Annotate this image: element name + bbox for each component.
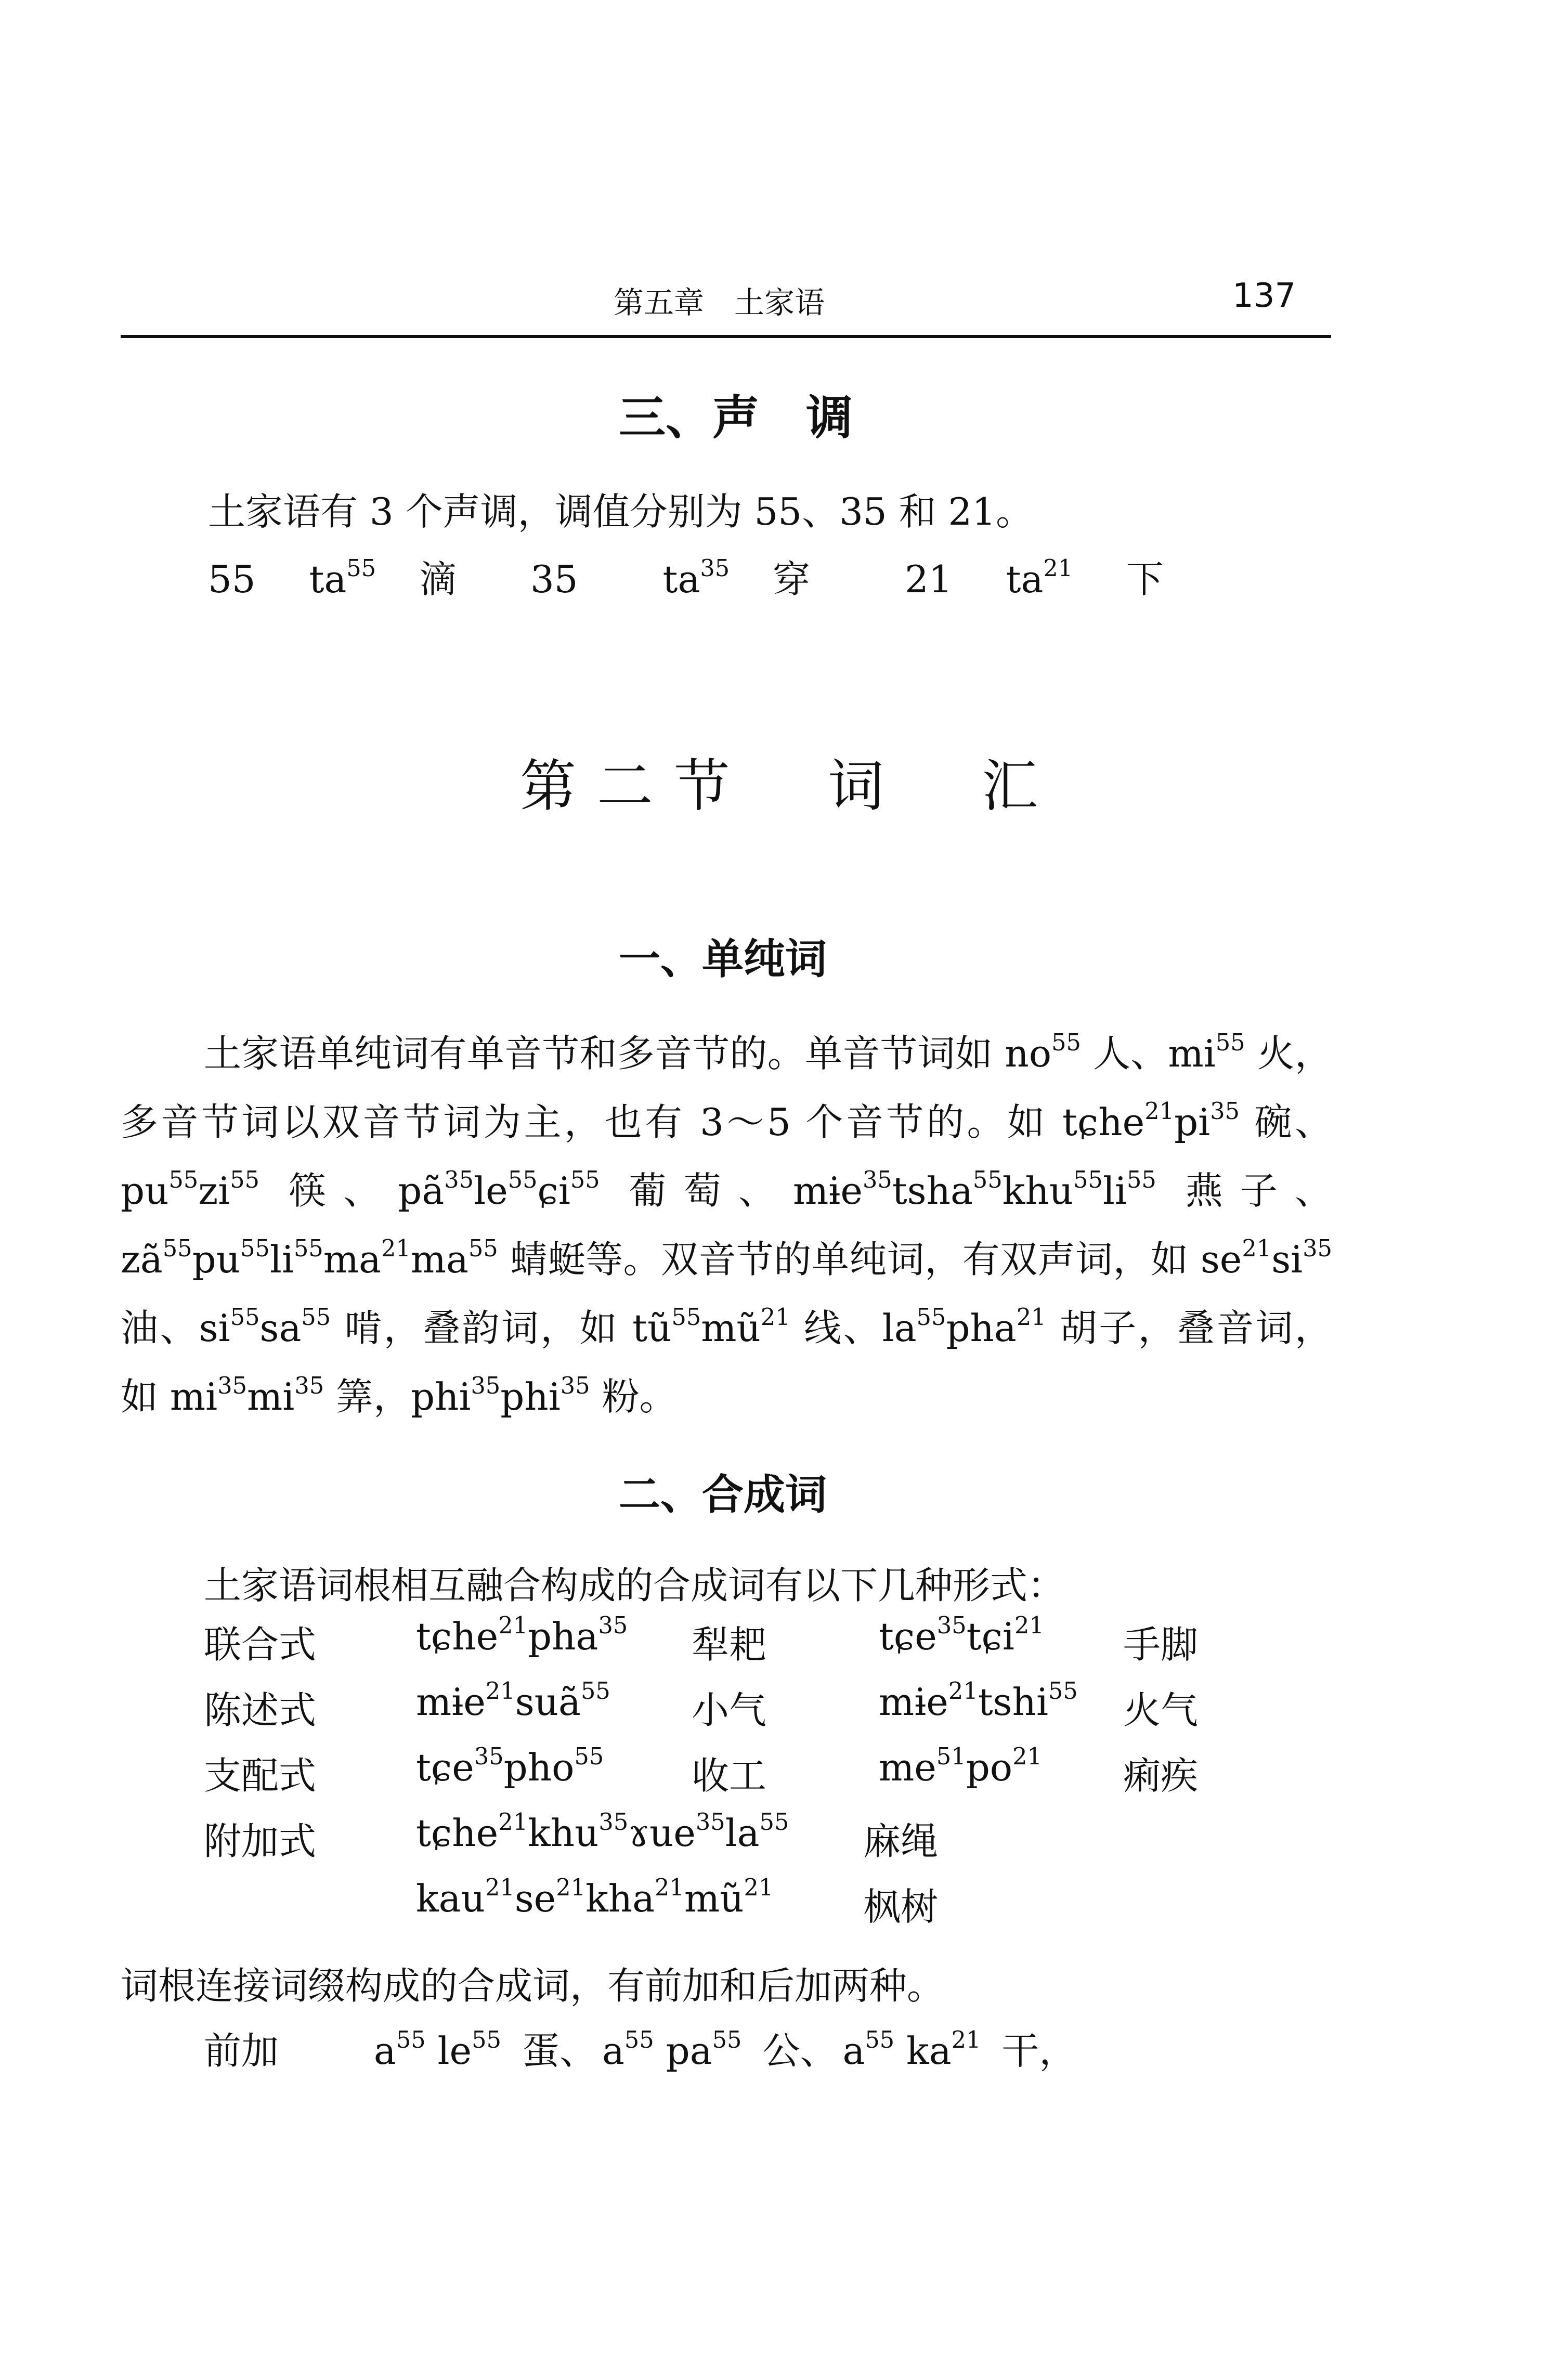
tone-value: 21 <box>905 557 953 601</box>
text-run: 蜻蜓等。双音节的单纯词，有双声词，如 se <box>498 1238 1242 1281</box>
tone-sup: 35 <box>560 1372 590 1399</box>
syllable: a <box>842 2029 865 2073</box>
syllable: a <box>373 2029 396 2073</box>
tone-sup: 55 <box>162 1234 192 1262</box>
compound-type: 联合式 <box>204 1623 317 1667</box>
simple-words-text <box>121 1019 1332 1431</box>
syllable: la <box>725 1811 760 1855</box>
text-run: mũ <box>701 1306 761 1350</box>
tone-sup: 35 <box>474 1742 504 1770</box>
tone-sup: 21 <box>1144 1097 1175 1125</box>
tone-example-3 <box>905 546 1164 613</box>
tone-gloss: 滴 <box>419 557 457 601</box>
page-number: 137 <box>1232 277 1296 315</box>
compound-gloss-1: 收工 <box>692 1754 767 1798</box>
tone-sup: 55 <box>1215 1029 1245 1056</box>
tone-sup: 35 <box>1303 1234 1332 1262</box>
tone-sup: 21 <box>498 1611 528 1639</box>
syllable: ɤue <box>628 1811 696 1855</box>
prefix-item <box>373 2026 597 2073</box>
text-run: 燕子、zã <box>121 1169 1332 1281</box>
tone-sup: 55 <box>574 1742 604 1770</box>
prefix-label: 前加 <box>204 2029 279 2073</box>
tone-sup: 55 <box>1073 1166 1103 1193</box>
tone-sup: 21 <box>1242 1234 1272 1262</box>
tone-sup: 21 <box>1014 1611 1044 1639</box>
tone-value: 55 <box>208 557 256 601</box>
compound-gloss-1: 犁耙 <box>692 1623 767 1667</box>
compound-gloss-2: 火气 <box>1123 1688 1199 1732</box>
tone-sup: 21 <box>1043 554 1073 582</box>
tone-example-1 <box>208 546 457 613</box>
tone-sup: 55 <box>916 1303 946 1331</box>
tone-sup: 35 <box>444 1166 474 1193</box>
phonetic-word <box>879 1742 1042 1789</box>
tone-sup: 55 <box>972 1166 1003 1193</box>
text-run: pu <box>192 1238 241 1281</box>
text-run: li <box>1102 1169 1127 1213</box>
tone-sup: 35 <box>598 1808 629 1836</box>
tone-sup: 21 <box>498 1808 528 1836</box>
compound-type: 附加式 <box>204 1819 317 1863</box>
text-run: ɕi <box>537 1169 570 1213</box>
compound-word-2 <box>879 1742 1042 1789</box>
tone-sup: 35 <box>936 1611 967 1639</box>
tone-sup: 35 <box>294 1372 324 1399</box>
tone-sup: 51 <box>936 1742 966 1770</box>
prefix-item <box>842 2026 1077 2073</box>
header-rule <box>121 335 1331 338</box>
compound-word-2 <box>879 1611 1044 1658</box>
phonetic-word <box>416 1808 789 1855</box>
tone-sup: 55 <box>1051 1029 1081 1056</box>
compound-word-1 <box>416 1874 774 1920</box>
tone-sup: 21 <box>744 1874 774 1901</box>
tone-sup: 55 <box>230 1303 260 1331</box>
phonetic-word <box>879 1677 1078 1724</box>
tone-example-2 <box>530 546 810 613</box>
text-run: ma <box>323 1238 381 1281</box>
syllable: mɨe <box>879 1680 948 1724</box>
tone-sup: 21 <box>951 2026 981 2053</box>
compound-gloss-2: 手脚 <box>1123 1623 1199 1667</box>
text-run: 碗、pu <box>121 1100 1332 1213</box>
syllable: kau <box>416 1877 485 1920</box>
text-run: sa <box>259 1306 302 1350</box>
text-run: si <box>1271 1238 1303 1281</box>
prefix-gloss: 干， <box>1001 2029 1077 2073</box>
syllable: kha <box>585 1877 655 1920</box>
text-run: ma <box>410 1238 468 1281</box>
syllable: ka <box>894 2029 952 2073</box>
tone-sup: 35 <box>700 554 730 582</box>
tone-value: 35 <box>530 557 578 601</box>
syllable: khu <box>528 1811 599 1855</box>
text-run: pi <box>1174 1100 1210 1144</box>
tone-sup: 55 <box>570 1166 600 1193</box>
phonetic-word <box>416 1742 604 1789</box>
tone-sup: 35 <box>1210 1097 1240 1125</box>
tone-sup: 21 <box>760 1303 790 1331</box>
syllable: pa <box>654 2029 712 2073</box>
tone-gloss: 下 <box>1126 557 1164 601</box>
prefix-item <box>602 2026 838 2073</box>
text-run: khu <box>1002 1169 1074 1213</box>
phonetic-word <box>842 2026 981 2073</box>
tone-sup: 21 <box>1012 1742 1042 1770</box>
tone-sup: 55 <box>507 1166 538 1193</box>
tone-sup: 21 <box>485 1677 515 1705</box>
tone-sup: 55 <box>396 2026 426 2053</box>
tone-sup: 55 <box>624 2026 654 2053</box>
tone-sup: 35 <box>471 1372 501 1399</box>
tone-form: ta <box>1006 557 1044 601</box>
tone-sup: 21 <box>1016 1303 1046 1331</box>
compound-type: 陈述式 <box>204 1688 317 1732</box>
compound-word-1 <box>416 1677 610 1724</box>
syllable: po <box>966 1746 1013 1789</box>
text-run: 胡子，叠音词，如 mi <box>121 1306 1333 1419</box>
compound-word-2 <box>879 1677 1078 1724</box>
phonetic-word <box>373 2026 501 2073</box>
text-run: mi <box>247 1375 295 1419</box>
tone-sup: 21 <box>556 1874 586 1901</box>
text-run: zi <box>198 1169 230 1213</box>
syllable: mɨe <box>416 1680 486 1724</box>
tone-sup: 21 <box>655 1874 684 1901</box>
syllable: pho <box>503 1746 575 1789</box>
tone-sup: 55 <box>240 1234 270 1262</box>
prefix-items <box>291 2026 1077 2073</box>
compound-words-heading: 二、合成词 <box>619 1471 827 1519</box>
tone-sup: 55 <box>468 1234 498 1262</box>
syllable: mũ <box>684 1877 744 1920</box>
text-run: 筷、pã <box>259 1169 445 1213</box>
text-run: tsha <box>892 1169 973 1213</box>
text-run: 筭，phi <box>324 1375 471 1419</box>
text-run: 啃，叠韵词，如 tũ <box>331 1306 672 1350</box>
tone-form: ta <box>662 557 700 601</box>
syllable: tɕe <box>879 1615 937 1658</box>
tone-sup: 55 <box>293 1234 323 1262</box>
tones-intro: 土家语有 3 个声调，调值分别为 55、35 和 21。 <box>208 490 1034 534</box>
syllable: tɕe <box>416 1746 474 1789</box>
tone-sup: 55 <box>671 1303 701 1331</box>
simple-words-paragraph <box>121 1019 1332 1431</box>
syllable: me <box>879 1746 936 1789</box>
tone-sup: 55 <box>759 1808 789 1836</box>
tone-sup: 35 <box>695 1808 725 1836</box>
prefix-gloss: 蛋、 <box>522 2029 597 2073</box>
syllable: a <box>602 2029 624 2073</box>
tone-sup: 21 <box>485 1874 515 1901</box>
phonetic-word <box>416 1611 628 1658</box>
compound-word-1 <box>416 1808 789 1855</box>
text-run: 葡萄、mɨe <box>600 1169 863 1213</box>
tone-sup: 55 <box>712 2026 742 2053</box>
tone-form: ta <box>309 557 347 601</box>
phonetic-word <box>602 2026 742 2073</box>
tone-sup: 35 <box>862 1166 892 1193</box>
affix-intro: 词根连接词缀构成的合成词，有前加和后加两种。 <box>121 1964 945 2008</box>
compound-intro: 土家语词根相互融合构成的合成词有以下几种形式： <box>204 1564 1065 1607</box>
compound-gloss-1: 枫树 <box>863 1885 939 1929</box>
tone-sup: 55 <box>865 2026 895 2053</box>
compound-gloss-1: 麻绳 <box>863 1819 939 1863</box>
syllable: pha <box>528 1615 598 1658</box>
tones-heading: 三、声 调 <box>619 391 853 445</box>
tone-sup: 21 <box>381 1234 411 1262</box>
tone-sup: 21 <box>948 1677 978 1705</box>
simple-words-heading: 一、单纯词 <box>619 935 827 983</box>
text-run: 人、mi <box>1081 1032 1216 1075</box>
tone-sup: 55 <box>580 1677 610 1705</box>
text-run: le <box>474 1169 508 1213</box>
tone-sup: 55 <box>346 554 376 582</box>
text-run: pha <box>946 1306 1017 1350</box>
section-title: 第二节 词 汇 <box>520 754 1059 819</box>
compound-gloss-2: 痢疾 <box>1123 1754 1199 1798</box>
syllable: le <box>425 2029 472 2073</box>
tone-sup: 35 <box>598 1611 628 1639</box>
prefix-gloss: 公、 <box>762 2029 838 2073</box>
syllable: tɕi <box>966 1615 1014 1658</box>
syllable: tshi <box>978 1680 1048 1724</box>
tone-sup: 55 <box>168 1166 199 1193</box>
syllable: tɕhe <box>416 1811 499 1855</box>
compound-gloss-1: 小气 <box>692 1688 767 1732</box>
phonetic-word <box>416 1874 774 1920</box>
phonetic-word <box>879 1611 1044 1658</box>
compound-word-1 <box>416 1742 604 1789</box>
tone-sup: 55 <box>301 1303 331 1331</box>
tone-sup: 55 <box>230 1166 260 1193</box>
text-run: 火，多音节词以双音节词为主，也有 3～5 个音节的。如 tɕhe <box>121 1032 1332 1144</box>
text-run: 粉。 <box>590 1375 677 1419</box>
syllable: se <box>514 1877 556 1920</box>
compound-word-1 <box>416 1611 628 1658</box>
text-run: li <box>269 1238 294 1281</box>
tone-sup: 55 <box>472 2026 501 2053</box>
prefix-line <box>204 2018 1076 2084</box>
tone-sup: 35 <box>217 1372 247 1399</box>
text-run: 线、la <box>790 1306 917 1350</box>
syllable: tɕhe <box>416 1615 499 1658</box>
running-header: 第五章 土家语 <box>614 285 825 320</box>
tone-sup: 55 <box>1126 1166 1156 1193</box>
text-run: 土家语单纯词有单音节和多音节的。单音节词如 no <box>204 1032 1052 1075</box>
compound-type: 支配式 <box>204 1754 317 1798</box>
tone-gloss: 穿 <box>773 557 811 601</box>
phonetic-word <box>416 1677 610 1724</box>
tone-sup: 55 <box>1048 1677 1078 1705</box>
text-run: 油、si <box>121 1306 230 1350</box>
text-run: phi <box>500 1375 561 1419</box>
syllable: suã <box>515 1680 581 1724</box>
